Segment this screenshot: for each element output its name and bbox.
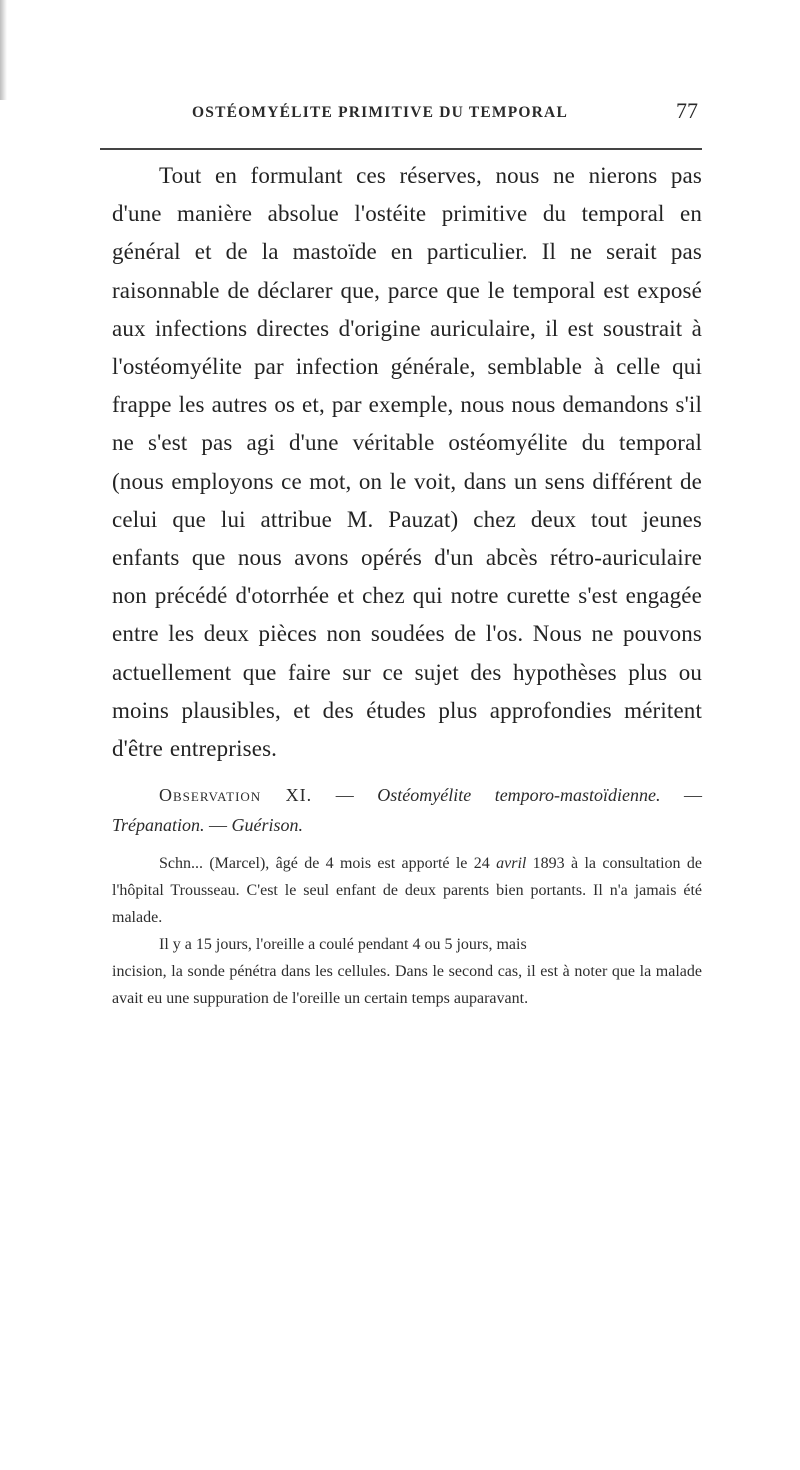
header-rule [100, 148, 702, 150]
observation-label: Observation XI. [159, 785, 313, 806]
observation-dash-2: — [660, 785, 703, 806]
page-edge-shadow [0, 0, 7, 100]
main-paragraph: Tout en formulant ces réserves, nous ne nierons pas d'une manière absolue l'ostéite primitive du temporal en général et de la mastoïde en particulier. Il ne serait pas raisonnable de déclarer que, parce que le temporal est exposé aux infections directes d'origine auriculaire, il est soustrait à l'ostéomyélite par infection générale, semblable à celle qui frappe les autres os et, par exemple, nous nous demandons s'il ne s'est pas agi d'une véritable ostéomyélite du temporal (nous employons ce mot, on le voit, dans un sens différent de celui que lui attribue M. Pauzat) chez deux tout jeunes enfants que nous avons opérés d'un abcès rétro-auriculaire non précédé d'otorrhée et chez qui notre curette s'est engagée entre les deux pièces non soudées de l'os. Nous ne pouvons actuellement que faire sur ce sujet des hypothèses plus ou moins plausibles, et des études plus approfondies méritent d'être entreprises. [112, 163, 702, 762]
observation-dash-3: — [204, 815, 232, 836]
observation-heading [112, 780, 702, 840]
observation-dash-1: — [312, 785, 378, 806]
case-paragraph-1-start: Schn... (Marcel), âgé de 4 mois est apporté le 24 [159, 855, 497, 873]
observation-title-diagnosis: Ostéomyélite temporo-mastoïdienne. [377, 785, 661, 806]
page-number: 77 [676, 98, 698, 123]
footnote-continuation: incision, la sonde pénétra dans les cellules. Dans le second cas, il est à noter que la malade avait eu une suppuration de l'oreille un certain temps auparavant. [112, 963, 702, 1008]
running-title: OSTÉOMYÉLITE PRIMITIVE DU TEMPORAL [192, 104, 568, 121]
case-paragraph-1-end: 1893 à la consultation de l'hôpital Trousseau. C'est le seul enfant de deux parents bien portants. Il n'a jamais été malade. [112, 855, 702, 927]
case-paragraph-2: Il y a 15 jours, l'oreille a coulé pendant 4 ou 5 jours, mais [159, 936, 527, 954]
observation-title-outcome: Guérison. [231, 815, 304, 836]
page-header [100, 98, 700, 132]
case-date-month: avril [496, 855, 527, 873]
observation-title-procedure: Trépanation. [112, 815, 205, 836]
body-text [112, 157, 702, 1012]
case-paragraph-1 [112, 850, 702, 931]
